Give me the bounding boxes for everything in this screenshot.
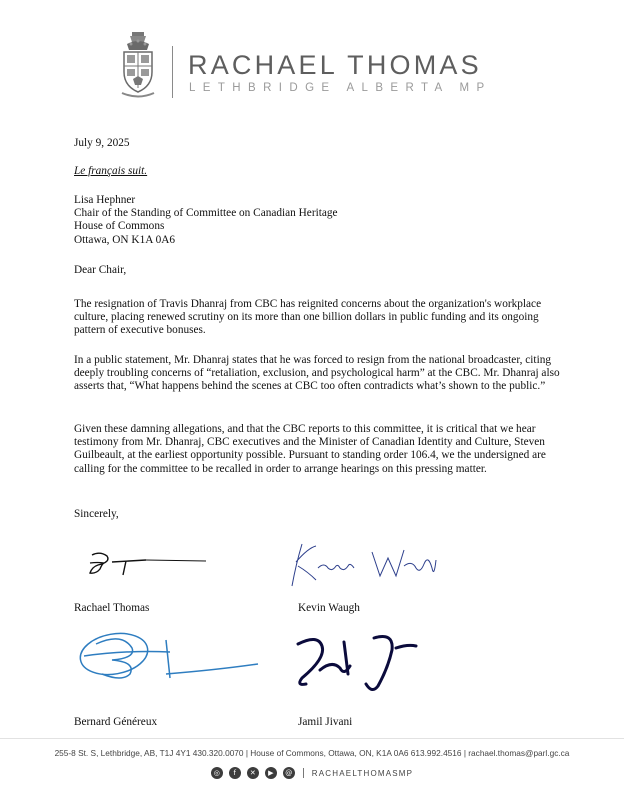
signatory-name: Kevin Waugh — [298, 602, 360, 614]
footer-address: 255-8 St. S, Lethbridge, AB, T1J 4Y1 430.320.0070 | House of Commons, Ottawa, ON, K1A 0A6 613.992.4516 | rachael.thomas@parl.gc.ca — [54, 748, 570, 758]
x-icon: ✕ — [247, 767, 259, 779]
closing: Sincerely, — [74, 508, 119, 520]
recipient-line: Ottawa, ON K1A 0A6 — [74, 233, 176, 246]
social-handle: RACHAELTHOMASMP — [311, 768, 414, 778]
signature-jamil-jivani — [284, 628, 434, 696]
letterhead — [0, 0, 624, 110]
signature-bernard-genereux — [66, 624, 266, 688]
recipient-line: Lisa Hephner — [74, 194, 136, 206]
youtube-icon: ▶ — [265, 767, 277, 779]
recipient-line: House of Commons — [74, 220, 165, 233]
letterhead-name: RACHAEL THOMAS — [188, 50, 482, 80]
letterhead-subtitle: LETHBRIDGE ALBERTA MP — [189, 82, 492, 94]
french-version-note: Le français suit. — [74, 165, 148, 177]
signature-kevin-waugh — [286, 538, 446, 592]
social-bar — [0, 766, 624, 780]
signature-rachael-thomas — [86, 546, 212, 580]
recipient-line: Chair of the Standing of Committee on Canadian Heritage — [74, 207, 338, 220]
paragraph: Given these damning allegations, and that the CBC reports to this committee, it is critical that we hear testimony from Mr. Dhanraj, CBC executives and the Minister of Canadian Identity and Culture, Steven Guilbeault, at the earliest opportunity possible. Pursuant to standing order 106.4, we the undersigned are calling for the committee to be recalled in order to arrange hearings on this pressing matter. — [74, 423, 546, 475]
signatory-name: Jamil Jivani — [298, 716, 353, 728]
signatory-name: Rachael Thomas — [74, 602, 150, 614]
social-divider — [303, 768, 304, 778]
footer-divider — [0, 738, 624, 739]
signatory-name: Bernard Généreux — [74, 716, 158, 728]
coat-of-arms-icon — [118, 30, 158, 100]
letter-date: July 9, 2025 — [74, 137, 130, 149]
letterhead-divider — [172, 46, 173, 98]
recipient-address — [74, 194, 564, 247]
salutation: Dear Chair, — [74, 264, 127, 276]
paragraph: The resignation of Travis Dhanraj from CBC has reignited concerns about the organization's workplace culture, placing renewed scrutiny on its more than one billion dollars in public funding and its ongoing pattern of executive bonuses. — [74, 298, 542, 337]
email-icon: @ — [283, 767, 295, 779]
facebook-icon: f — [229, 767, 241, 779]
instagram-icon: ◎ — [211, 767, 223, 779]
paragraph: In a public statement, Mr. Dhanraj states that he was forced to resign from the national broadcaster, citing deeply troubling concerns of “retaliation, exclusion, and psychological harm” at the CBC. Mr. Dhanraj also asserts that, “What happens behind the scenes at CBC too often contradicts what’s shown to the public.” — [74, 354, 560, 393]
